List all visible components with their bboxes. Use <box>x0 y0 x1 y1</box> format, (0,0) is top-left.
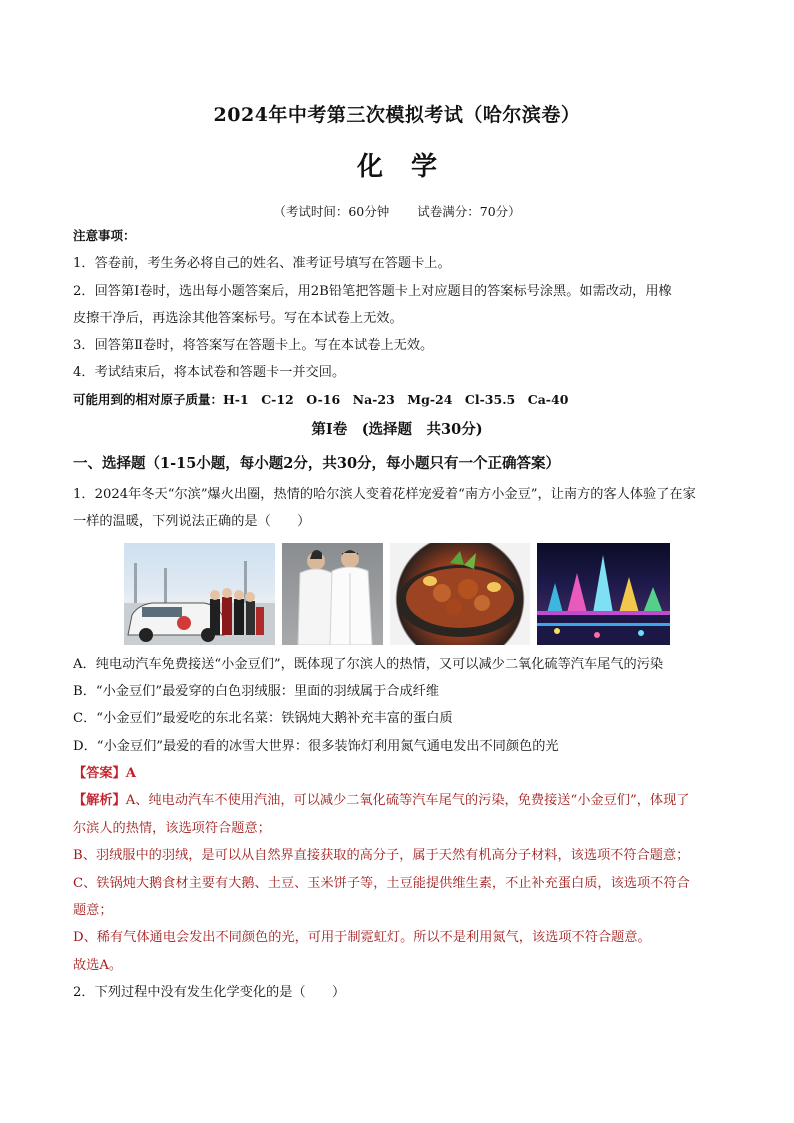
q1-analysis-line: 题意； <box>73 903 113 918</box>
part1-heading: 第Ⅰ卷 (选择题 共30分) <box>311 421 483 438</box>
note-item: 2．回答第Ⅰ卷时，选出每小题答案后，用2B铅笔把答题卡上对应题目的答案标号涂黑。如需改动，用橡 <box>73 284 672 299</box>
note-item: 3．回答第Ⅱ卷时，将答案写在答题卡上。写在本试卷上无效。 <box>73 338 434 353</box>
notes-heading: 注意事项： <box>73 228 136 243</box>
analysis-tag: 【解析】 <box>73 793 126 808</box>
q1-photos <box>124 543 670 645</box>
exam-score: 试卷满分：70分） <box>417 204 521 219</box>
note-item: 4．考试结束后，将本试卷和答题卡一并交回。 <box>73 365 346 380</box>
q1-analysis-line: B、羽绒服中的羽绒，是可以从自然界直接获取的高分子，属于天然有机高分子材料，该选项不符合题意； <box>73 848 690 863</box>
analysis-text: A、纯电动汽车不使用汽油，可以减少二氧化硫等汽车尾气的污染，免费接送“小金豆们”，体现了 <box>125 793 690 808</box>
q1-answer <box>73 765 723 783</box>
q1-stem: 1．2024年冬天“尔滨”爆火出圈，热情的哈尔滨人变着花样宠爱着“南方小金豆”，让南方的客人体验了在家 <box>73 487 696 502</box>
note-item: 1．答卷前，考生务必将自己的姓名、准考证号填写在答题卡上。 <box>73 256 451 271</box>
answer-tag: 【答案】 <box>73 766 126 781</box>
q1-analysis-line <box>73 792 723 810</box>
white-down-jackets-photo <box>282 543 383 645</box>
q1-stem: 一样的温暖，下列说法正确的是（ ） <box>73 514 311 529</box>
answer-value: A <box>125 766 136 781</box>
q2-stem: 2．下列过程中没有发生化学变化的是（ ） <box>73 985 346 1000</box>
q1-analysis-line: 故选A。 <box>73 958 123 973</box>
group-photo-with-car <box>124 543 275 645</box>
subject-title: 化学 <box>356 152 465 182</box>
q1-option-d: D．“小金豆们”最爱的看的冰雪大世界：很多装饰灯利用氮气通电发出不同颜色的光 <box>73 739 559 754</box>
iron-pot-goose-stew-photo <box>390 543 530 645</box>
q1-option-a: A．纯电动汽车免费接送“小金豆们”，既体现了尔滨人的热情，又可以减少二氧化硫等汽车尾气的污染 <box>73 657 664 672</box>
exam-title: 2024年中考第三次模拟考试（哈尔滨卷） <box>213 104 581 126</box>
exam-time: （考试时间：60分钟 <box>273 204 390 219</box>
exam-meta <box>0 202 794 220</box>
q1-analysis-line: D、稀有气体通电会发出不同颜色的光，可用于制霓虹灯。所以不是利用氮气，该选项不符合题意。 <box>73 930 651 945</box>
atomic-masses: 可能用到的相对原子质量：H-1 C-12 O-16 Na-23 Mg-24 Cl-35.5 Ca-40 <box>73 392 569 407</box>
q1-analysis-line: C、铁锅炖大鹅食材主要有大鹅、土豆、玉米饼子等，土豆能提供维生素，不止补充蛋白质，该选项不符合 <box>73 876 690 891</box>
q1-analysis-line: 尔滨人的热情，该选项符合题意； <box>73 821 271 836</box>
note-item: 皮擦干净后，再选涂其他答案标号。写在本试卷上无效。 <box>73 311 403 326</box>
q1-option-b: B．“小金豆们”最爱穿的白色羽绒服：里面的羽绒属于合成纤维 <box>73 684 440 699</box>
ice-snow-world-night-photo <box>537 543 670 645</box>
q1-option-c: C．“小金豆们”最爱吃的东北名菜：铁锅炖大鹅补充丰富的蛋白质 <box>73 711 453 726</box>
section-heading: 一、选择题（1-15小题，每小题2分，共30分，每小题只有一个正确答案） <box>73 455 561 472</box>
